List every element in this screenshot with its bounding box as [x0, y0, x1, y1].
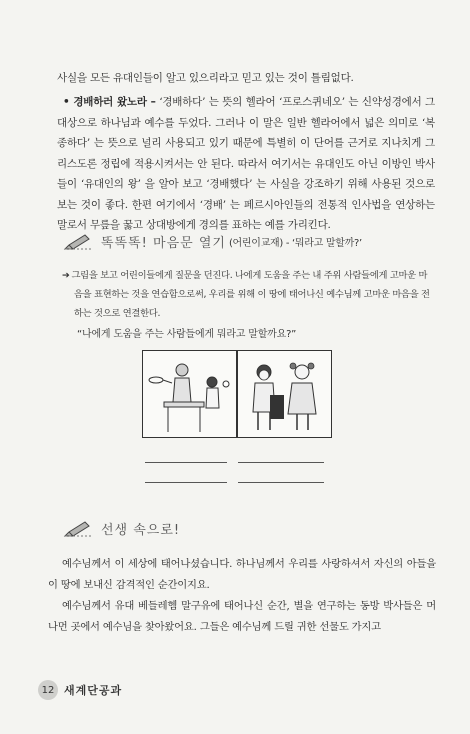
- intro-paragraph: 사실을 모든 유대인들이 알고 있으리라고 믿고 있는 것이 틀림없다.: [57, 72, 354, 84]
- page-footer: [38, 680, 122, 700]
- story-title: 선생 속으로!: [101, 523, 181, 538]
- pencil-icon: [63, 233, 93, 251]
- term-heading: • 경배하러 왔노라 –: [63, 96, 156, 108]
- illustration-panels: [142, 350, 332, 438]
- pencil-icon: [63, 520, 93, 538]
- story-heading: [63, 519, 180, 538]
- activity-title: 똑똑똑! 마음문 열기: [101, 236, 226, 251]
- answer-line: [145, 462, 227, 463]
- answer-line: [145, 482, 227, 483]
- story-paragraph-1: 예수님께서 이 세상에 태어나셨습니다. 하나님께서 우리를 사랑하셔서 자신의 아들을 이 땅에 보내신 감격적인 순간이지요.: [48, 558, 436, 591]
- book-title: 새계단공과: [64, 684, 123, 697]
- story-paragraph-2: 예수님께서 유대 베들레헴 말구유에 태어나신 순간, 별을 연구하는 동방 박사들은 머나먼 곳에서 예수님을 찾아왔어요. 그들은 예수님께 드릴 귀한 선물도 가지고: [48, 600, 436, 633]
- page-number: 12: [38, 680, 58, 700]
- activity-instructions: [62, 266, 434, 323]
- term-paragraph: [57, 92, 435, 236]
- activity-heading: [63, 232, 362, 251]
- instruction-line-1: 그림을 보고 어린이들에게 질문을 던진다. 나에게 도움을 주는 내 주위 사람들에게 고마운 마: [71, 270, 428, 281]
- arrow-bullet-icon: ➔: [62, 270, 70, 281]
- answer-line: [238, 462, 324, 463]
- term-body: ‘경배하다’ 는 뜻의 헬라어 ‘프로스퀴네오’ 는 신약성경에서 그 대상으로 하나님과 예수를 두었다. 그러나 이 말은 일반 헬라어에서 넓은 의미로 ‘복종하다’ 는 뜻으로 널리 사용되고 있기 때문에 특별히 이 단어를 근거로 지나치게 그리스도론 정립에 적용시켜서는 안 된다. 따라서 여기서는 유대인도 아닌 이방인 박사들이 ‘유대인의 왕’ 을 알아 보고 ‘경배했다’ 는 사실을 강조하기 위해 사용된 것으로 보는 것이 좋다. 한편 여기에서 ‘경배’ 는 페르시아인들의 전통적 인사법을 연상하는 말로서 무릎을 꿇고 상대방에게 경의를 표하는 예를 가리킨다.: [57, 96, 435, 231]
- activity-question: “나에게 도움을 주는 사람들에게 뭐라고 말할까요?”: [77, 329, 297, 340]
- answer-line: [238, 482, 324, 483]
- instruction-line-2: 음을 표현하는 것을 연습함으로써, 우리를 위해 이 땅에 태어나신 예수님께 고마운 마음을 전: [74, 289, 430, 300]
- instruction-line-3: 하는 것으로 연결한다.: [74, 308, 161, 319]
- activity-subtitle: (어린이교재) - ‘뭐라고 말할까?’: [228, 238, 362, 249]
